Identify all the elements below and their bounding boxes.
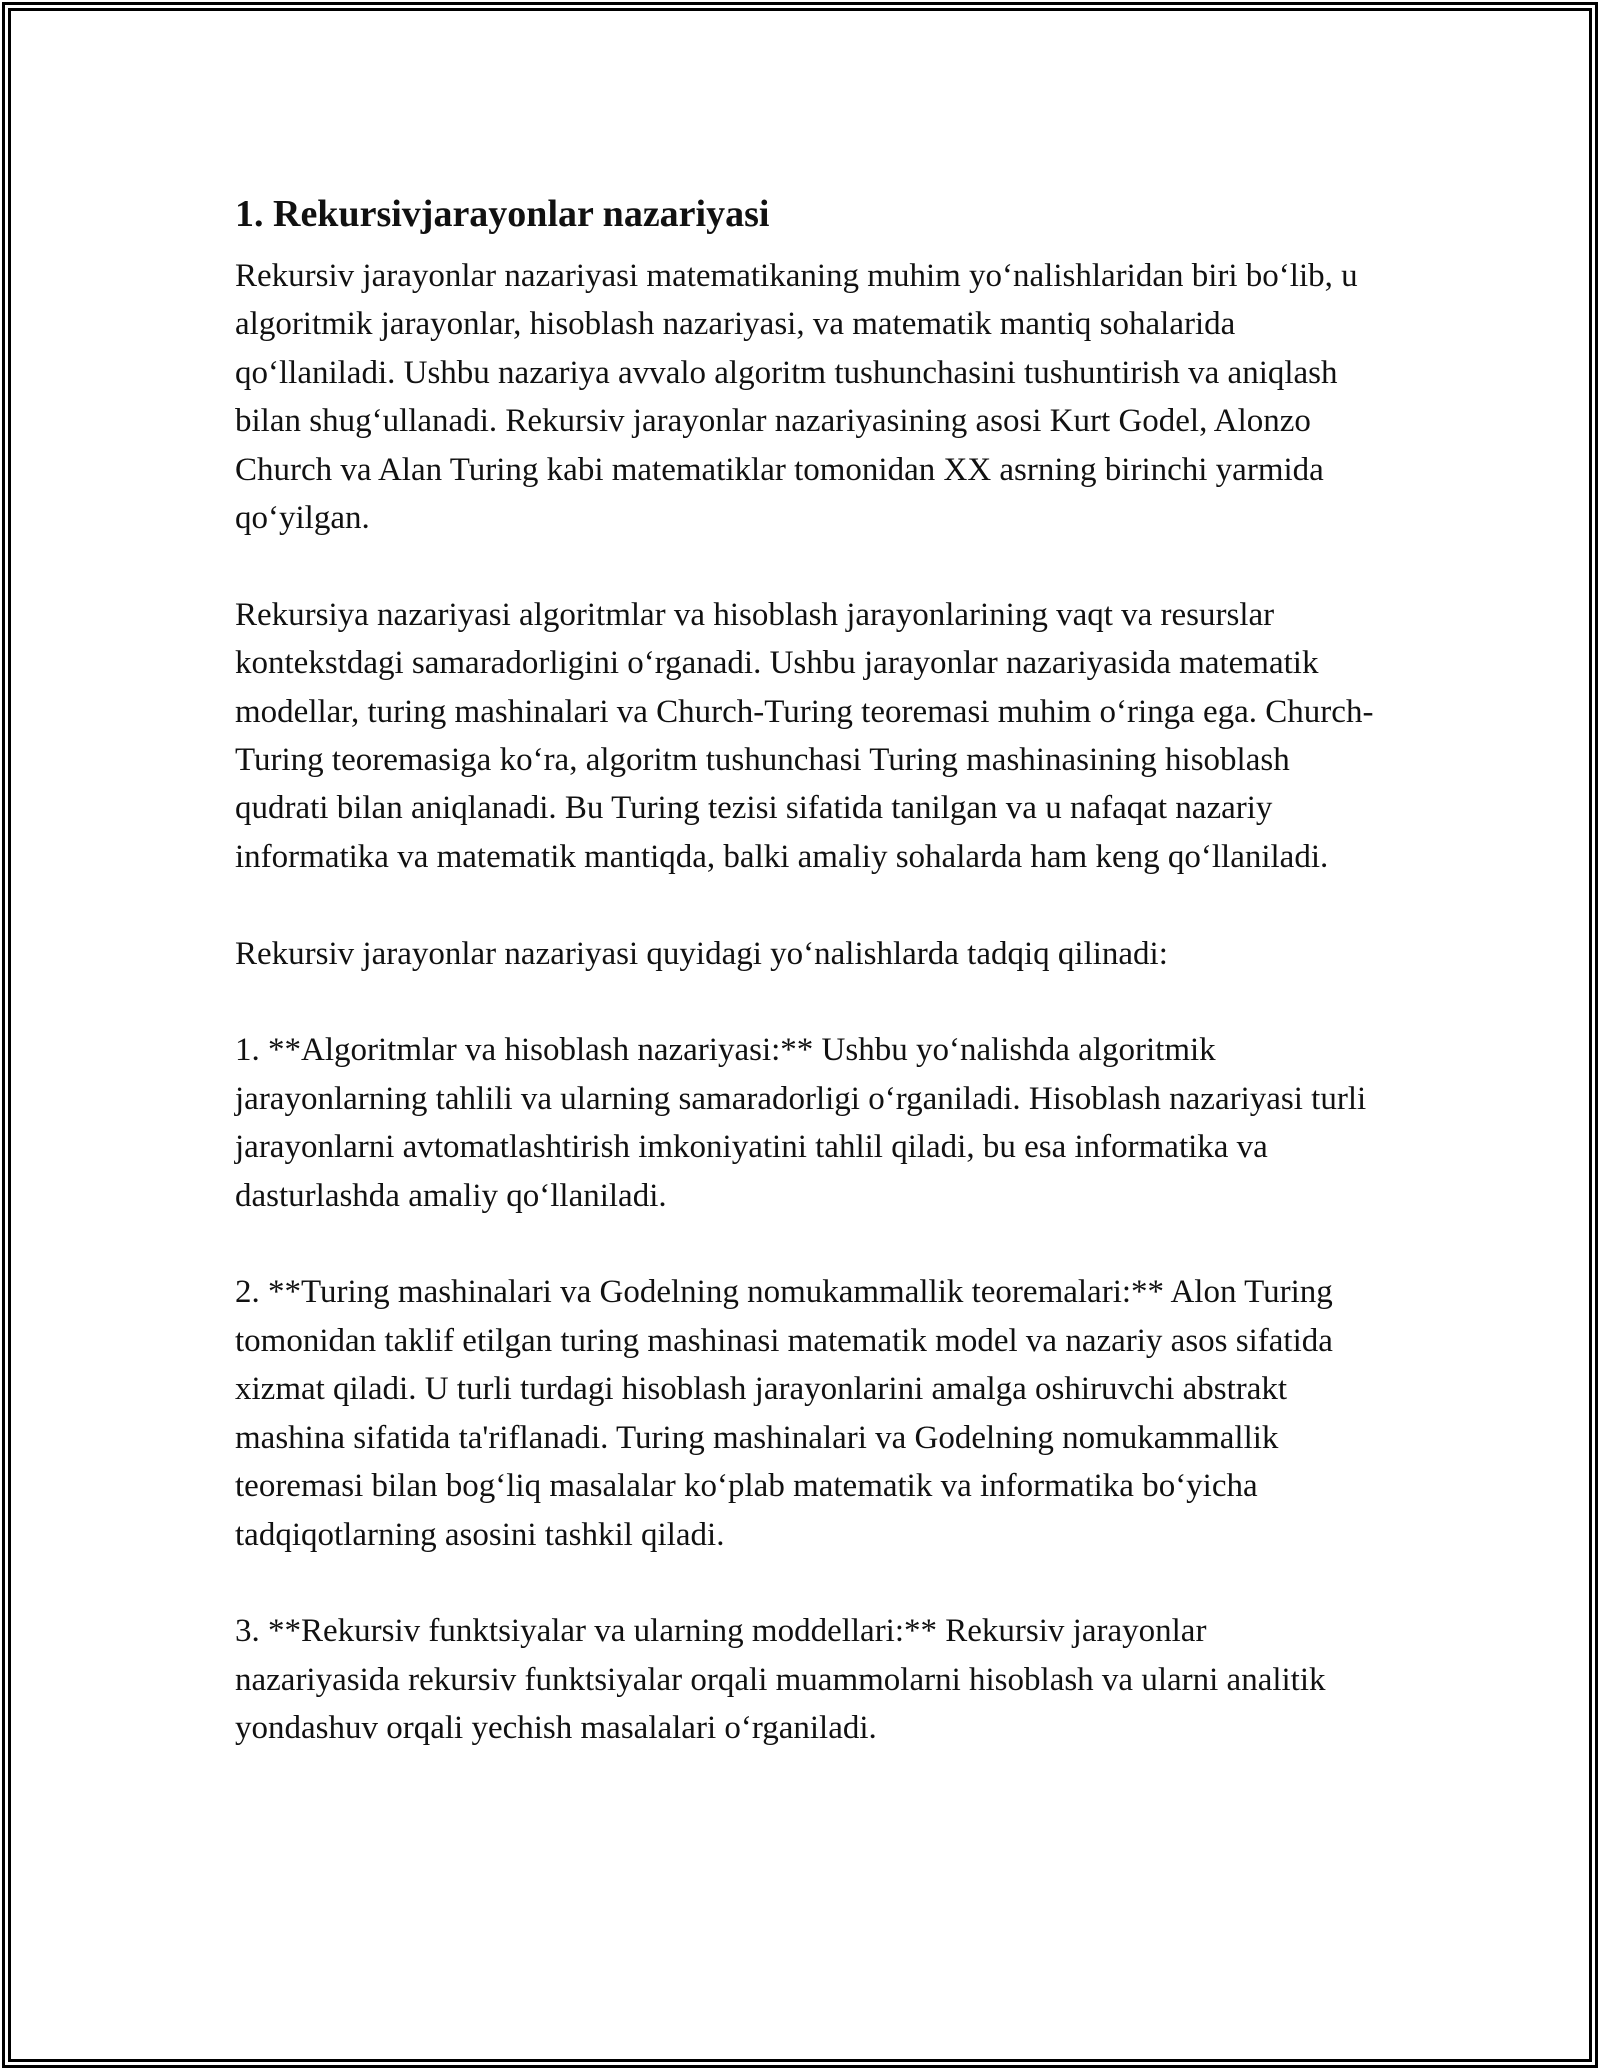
list-item-recursive-functions: 3. **Rekursiv funktsiyalar va ularning moddellari:** Rekursiv jarayonlar nazariyasida rekursiv funktsiyalar orqali muammolarni hisoblash va ularni analitik yondashuv orqali yechish masalalari o‘rganiladi. — [235, 1613, 1326, 1747]
list-item-algorithms: 1. **Algoritmlar va hisoblash nazariyasi:** Ushbu yo‘nalishda algoritmik jarayonlarning tahlili va ularning samaradorligi o‘rganiladi. Hisoblash nazariyasi turli jarayonlarni avtomatlashtirish imkoniyatini tahlil qiladi, bu esa informatika va dasturlashda amaliy qo‘llaniladi. — [235, 1032, 1367, 1214]
document-title: 1. Rekursivjarayonlar nazariyasi — [235, 193, 770, 235]
paragraph-recursion-theory: Rekursiya nazariyasi algoritmlar va hisoblash jarayonlarining vaqt va resurslar kontekstdagi samaradorligini o‘rganadi. Ushbu jarayonlar nazariyasida matematik modellar, turing mashinalari va Church-Turing teoremasi muhim o‘ringa ega. Church-Turing teoremasiga ko‘ra, algoritm tushunchasi Turing mashinasining hisoblash qudrati bilan aniqlanadi. Bu Turing tezisi sifatida tanilgan va u nafaqat nazariy informatika va matematik mantiqda, balki amaliy sohalarda ham keng qo‘llaniladi. — [235, 596, 1374, 875]
list-item-turing-machines: 2. **Turing mashinalari va Godelning nomukammallik teoremalari:** Alon Turing tomonidan taklif etilgan turing mashinasi matematik model va nazariy asos sifatida xizmat qiladi. U turli turdagi hisoblash jarayonlarini amalga oshiruvchi abstrakt mashina sifatida ta'riflanadi. Turing mashinalari va Godelning nomukammallik teoremasi bilan bog‘liq masalalar ko‘plab matematik va informatika bo‘yicha tadqiqotlarning asosini tashkil qiladi. — [235, 1274, 1333, 1553]
paragraph-research-directions: Rekursiv jarayonlar nazariyasi quyidagi yo‘nalishlarda tadqiq qilinadi: — [235, 935, 1168, 972]
document-body — [235, 190, 1375, 1801]
paragraph-intro: Rekursiv jarayonlar nazariyasi matematikaning muhim yo‘nalishlaridan biri bo‘lib, u algoritmik jarayonlar, hisoblash nazariyasi, va matematik mantiq sohalarida qo‘llaniladi. Ushbu nazariya avvalo algoritm tushunchasini tushuntirish va aniqlash bilan shug‘ullanadi. Rekursiv jarayonlar nazariyasining asosi Kurt Godel, Alonzo Church va Alan Turing kabi matematiklar tomonidan XX asrning birinchi yarmida qo‘yilgan. — [235, 258, 1358, 537]
